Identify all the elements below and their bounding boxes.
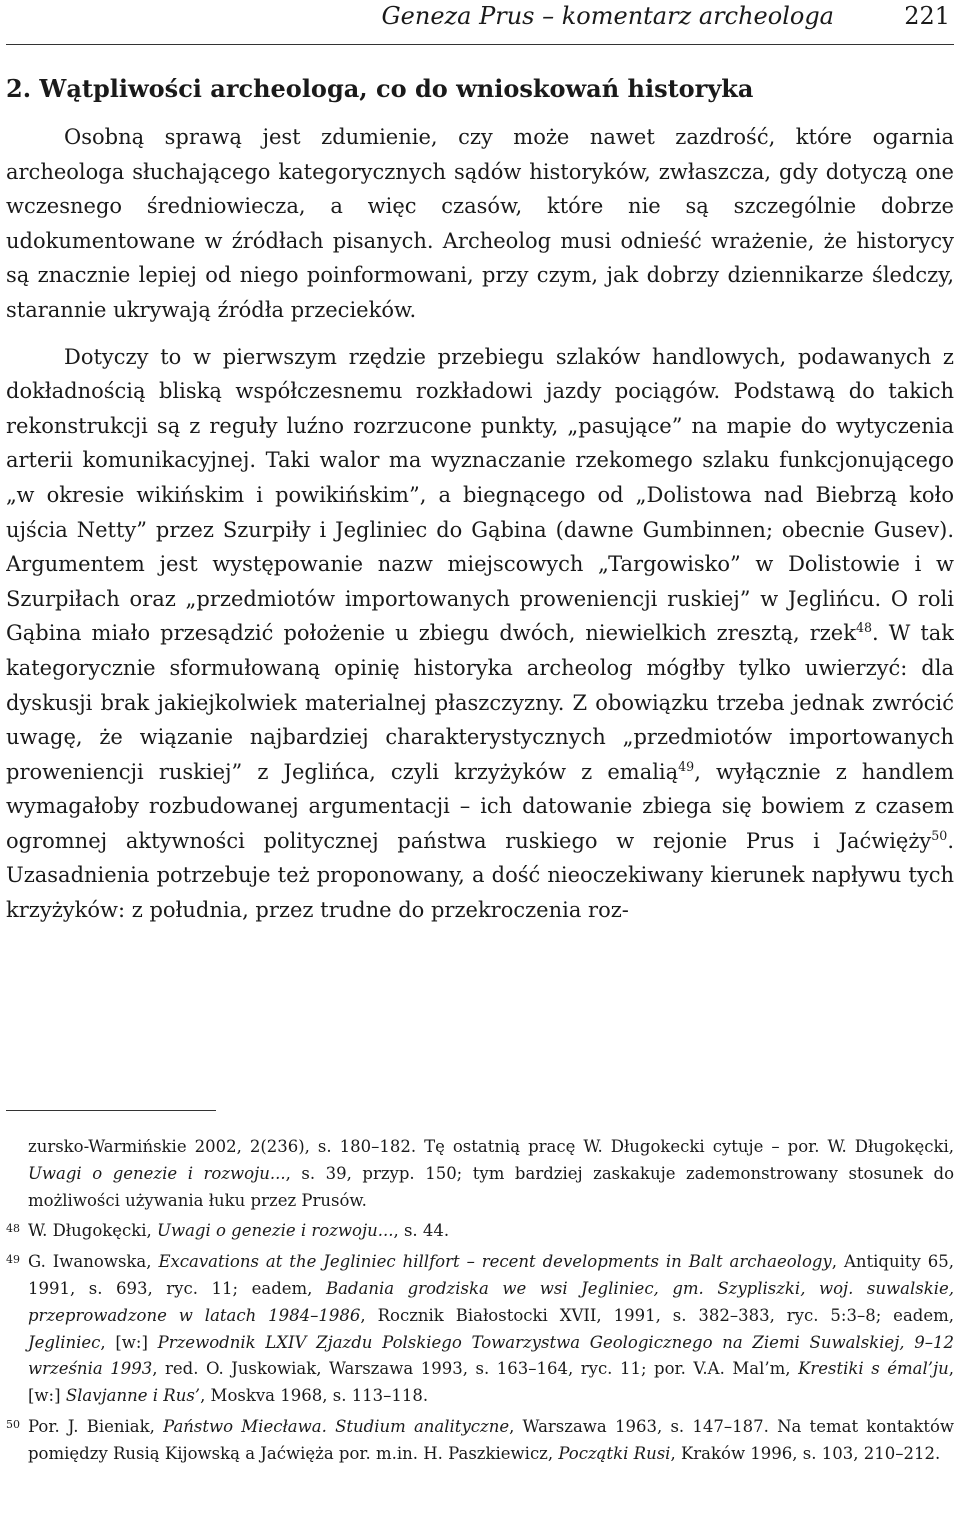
footnote-rule (6, 1110, 216, 1111)
footnote-49: 49 G. Iwanowska, Excavations at the Jegliniec hillfort – recent developments in Balt archaeology, Antiquity 65, 1991, s. 693, ryc. 11; eadem, Badania grodziska we wsi Jegliniec, gm. Szypliszki, woj. suwalskie, przeprowadzone w latach 1984–1986, Rocznik Białostocki XVII, 1991, s. 382–383, ryc. 5:3–8; eadem, Jegliniec, [w:] Przewodnik LXIV Zjazdu Polskiego Towarzystwa Geologicznego na Ziemi Suwalskiej, 9–12 września 1993, red. O. Juskowiak, Warszawa 1993, s. 163–164, ryc. 11; por. V.A. Mal’m, Krestiki s émal’ju, [w:] Slavjanne i Rus’, Moskva 1968, s. 113–118. (6, 1249, 954, 1410)
paragraph-1 (6, 120, 954, 328)
paragraph-text: Osobną sprawą jest zdumienie, czy może nawet zazdrość, które ogarnia archeologa słuchającego kategorycznych sądów historyków, zwłaszcza, gdy dotyczą one wczesnego średniowiecza, a więc czasów, które nie są szczególnie dobrze udokumentowane w źródłach pisanych. Archeolog musi odnieść wrażenie, że historycy są znacznie lepiej od niego poinformowani, przy czym, jak dobrzy dziennikarze śledczy, starannie ukrywają źródła przecieków. (6, 125, 954, 322)
footnote-number: 50 (6, 1417, 20, 1431)
footnote-ref-49[interactable]: 49 (678, 758, 695, 774)
page-number: 221 (904, 2, 950, 30)
running-title: Geneza Prus – komentarz archeologa (381, 2, 834, 30)
body-text (6, 120, 954, 928)
paragraph-2 (6, 340, 954, 928)
footnote-number: 48 (6, 1222, 20, 1236)
section-heading: 2. Wątpliwości archeologa, co do wnioskowań historyka (6, 74, 754, 103)
paragraph-text: . W tak kategorycznie sformułowaną opinię historyka archeolog mógłby tylko uwierzyć: dla dyskusji brak jakiejkolwiek materialnej płaszczyzny. Z obowiązku trzeba jednak zwrócić uwagę, że wiązanie najbardziej charakterystycznych „przedmiotów importowanych proweniencji ruskiej” z Jeglińca, czyli krzyżyków z emalią (6, 621, 954, 784)
footnote-ref-48[interactable]: 48 (855, 620, 872, 636)
footnotes (6, 1134, 954, 1472)
running-header (6, 0, 954, 46)
paragraph-text: Dotyczy to w pierwszym rzędzie przebiegu szlaków handlowych, podawanych z dokładnością bliską współczesnemu rozkładowi jazdy pociągów. Podstawą do takich rekonstrukcji są z reguły luźno rozrzucone punkty, „pasujące” na mapie do wytyczenia arterii komunikacyjnej. Taki walor ma wyznaczanie rzekomego szlaku funkcjonującego „w okresie wikińskim i powikińskim”, a biegnącego od „Dolistowa nad Biebrzą koło ujścia Netty” przez Szurpiły i Jegliniec do Gąbina (dawne Gumbinnen; obecnie Gusev). Argumentem jest występowanie nazw miejscowych „Targowisko” w Dolistowie i w Szurpiłach oraz „przedmiotów importowanych proweniencji ruskiej” w Jeglińcu. O roli Gąbina miało przesądzić położenie u zbiegu dwóch, niewielkich zresztą, rzek (6, 344, 954, 646)
footnote-50: 50 Por. J. Bieniak, Państwo Miecława. Studium analityczne, Warszawa 1963, s. 147–187. Na temat kontaktów pomiędzy Rusią Kijowską a Jaćwięża por. m.in. H. Paszkiewicz, Początki Rusi, Kraków 1996, s. 103, 210–212. (6, 1414, 954, 1468)
header-rule (6, 44, 954, 45)
footnote-continuation: zursko-Warmińskie 2002, 2(236), s. 180–182. Tę ostatnią pracę W. Długokecki cytuje – por. W. Długokęcki, Uwagi o genezie i rozwoju..., s. 39, przyp. 150; tym bardziej zaskakuje zademonstrowany stosunek do możliwości używania łuku przez Prusów. (28, 1137, 954, 1210)
footnote-number: 49 (6, 1253, 20, 1267)
footnote-48: 48 W. Długokęcki, Uwagi o genezie i rozwoju..., s. 44. (6, 1218, 954, 1245)
footnote-ref-50[interactable]: 50 (931, 827, 948, 843)
paragraph-text: . Uzasadnienia potrzebuje też proponowany, a dość nieoczekiwany kierunek napływu tych krzyżyków: z południa, przez trudne do przekroczenia roz- (6, 828, 954, 923)
paragraph-text: , wyłącznie z handlem wymagałoby rozbudowanej argumentacji – ich datowanie zbiega się bowiem z czasem ogromnej aktywności politycznej państwa ruskiego w rejonie Prus i Jaćwięży (6, 759, 954, 853)
document-page (6, 0, 954, 1537)
